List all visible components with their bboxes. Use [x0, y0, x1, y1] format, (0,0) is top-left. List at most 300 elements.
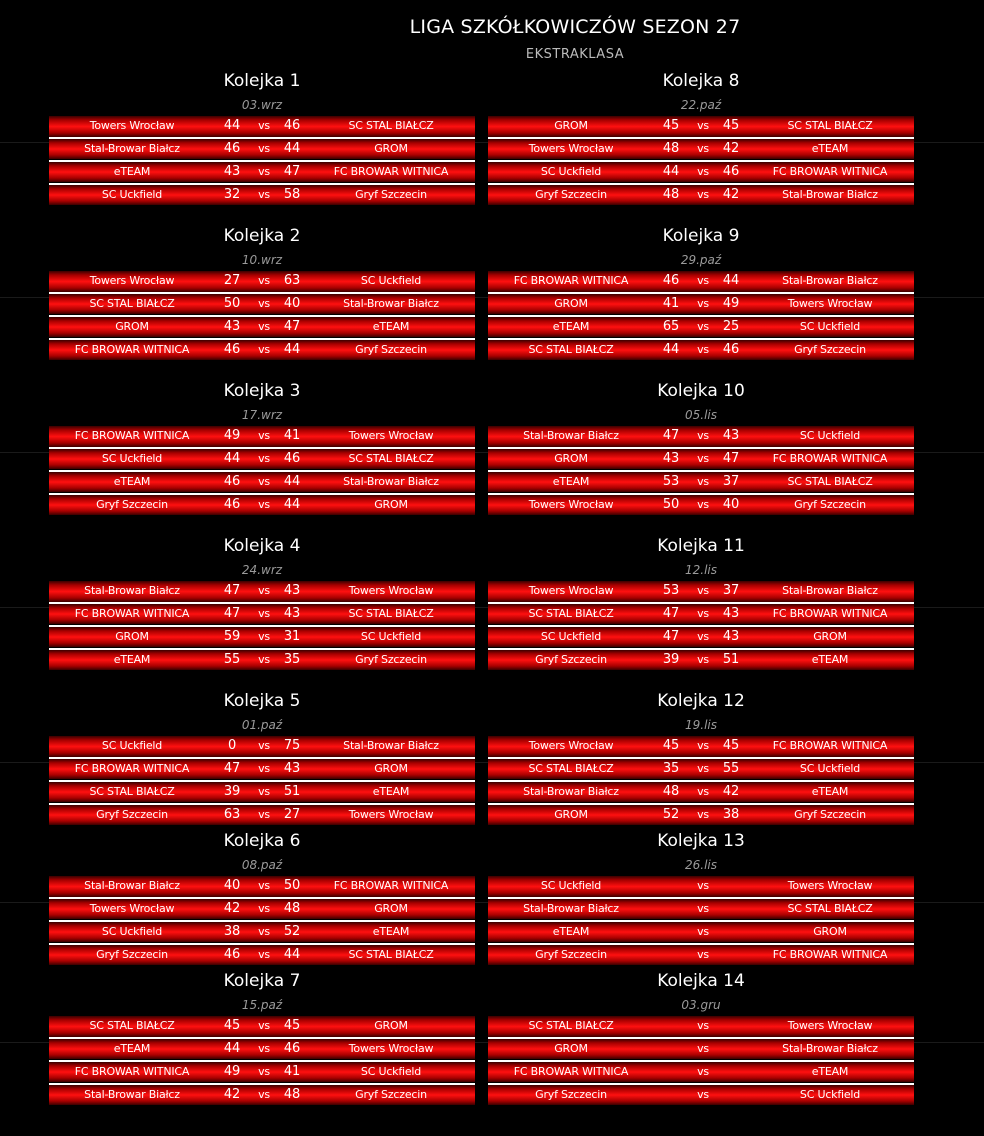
round-title: Kolejka 7 — [223, 971, 301, 991]
away-score: 44 — [283, 140, 301, 156]
home-team: GROM — [554, 1041, 588, 1055]
home-score: 27 — [223, 273, 241, 288]
home-team: SC STAL BIAŁCZ — [89, 1019, 175, 1032]
match-row — [488, 317, 914, 338]
home-team: SC Uckfield — [540, 879, 602, 892]
away-score: 75 — [283, 738, 301, 753]
away-score: 58 — [283, 186, 301, 202]
away-score: 44 — [283, 473, 301, 489]
round-block — [49, 70, 475, 208]
match-row — [49, 1062, 475, 1083]
away-score: 40 — [283, 295, 301, 311]
away-score: 48 — [283, 900, 301, 916]
home-team: FC BROWAR WITNICA — [513, 274, 629, 287]
home-team: FC BROWAR WITNICA — [74, 429, 190, 442]
away-team: eTEAM — [811, 652, 849, 666]
match-row — [488, 1062, 914, 1083]
home-score: 45 — [662, 118, 680, 133]
home-score: 55 — [223, 651, 241, 667]
home-team: eTEAM — [113, 1041, 151, 1055]
vs-label: vs — [697, 164, 709, 178]
match-row — [49, 271, 475, 292]
match-row — [49, 899, 475, 920]
match-row — [488, 185, 914, 206]
round-date: 17.wrz — [241, 408, 283, 422]
home-team: Gryf Szczecin — [96, 947, 168, 961]
vs-label: vs — [258, 1087, 270, 1101]
away-team: SC STAL BIAŁCZ — [787, 474, 873, 488]
home-score: 44 — [662, 341, 680, 357]
home-score: 53 — [662, 583, 680, 598]
away-score: 49 — [722, 295, 740, 311]
home-team: SC Uckfield — [101, 451, 163, 465]
home-team: Gryf Szczecin — [96, 497, 168, 511]
vs-label: vs — [258, 319, 270, 333]
round-block — [49, 830, 475, 968]
away-team: Gryf Szczecin — [355, 1087, 427, 1101]
away-score: 42 — [722, 783, 740, 799]
away-score: 43 — [722, 605, 740, 621]
vs-label: vs — [258, 141, 270, 155]
away-team: GROM — [813, 629, 847, 643]
home-score: 44 — [662, 163, 680, 179]
match-row — [49, 945, 475, 966]
match-row — [488, 627, 914, 648]
away-team: FC BROWAR WITNICA — [333, 164, 449, 178]
round-block — [49, 225, 475, 363]
home-team: SC Uckfield — [101, 924, 163, 938]
match-row — [49, 650, 475, 671]
away-team: Towers Wrocław — [348, 807, 434, 821]
round-title: Kolejka 6 — [223, 831, 301, 851]
home-score: 44 — [223, 118, 241, 133]
home-score: 63 — [223, 806, 241, 822]
match-row — [49, 426, 475, 447]
vs-label: vs — [258, 947, 270, 961]
round-date: 12.lis — [684, 563, 717, 577]
home-score: 42 — [223, 900, 241, 916]
away-score: 42 — [722, 140, 740, 156]
match-row — [49, 162, 475, 183]
home-score: 49 — [223, 1063, 241, 1079]
away-team: eTEAM — [372, 319, 410, 333]
home-team: Stal-Browar Białcz — [523, 429, 619, 442]
away-score: 45 — [722, 118, 740, 133]
vs-label: vs — [258, 1019, 270, 1032]
home-score: 44 — [223, 450, 241, 466]
away-team: SC Uckfield — [799, 319, 861, 333]
round-block — [488, 830, 914, 968]
vs-label: vs — [697, 1064, 709, 1078]
away-team: GROM — [374, 141, 408, 155]
match-row — [488, 426, 914, 447]
away-score: 46 — [722, 163, 740, 179]
home-score: 45 — [662, 738, 680, 753]
home-team: SC STAL BIAŁCZ — [528, 1019, 614, 1032]
away-team: FC BROWAR WITNICA — [333, 879, 449, 892]
home-score: 49 — [223, 428, 241, 443]
round-block — [49, 380, 475, 518]
away-score: 44 — [722, 273, 740, 288]
away-team: FC BROWAR WITNICA — [772, 164, 888, 178]
home-team: SC Uckfield — [101, 739, 163, 752]
match-row — [488, 922, 914, 943]
vs-label: vs — [697, 429, 709, 442]
vs-label: vs — [258, 901, 270, 915]
match-row — [49, 876, 475, 897]
match-row — [488, 472, 914, 493]
home-team: Towers Wrocław — [528, 497, 614, 511]
away-score: 43 — [722, 628, 740, 644]
home-team: SC Uckfield — [101, 187, 163, 201]
away-team: Gryf Szczecin — [355, 187, 427, 201]
match-row — [488, 604, 914, 625]
home-team: GROM — [554, 451, 588, 465]
match-row — [488, 495, 914, 516]
away-team: FC BROWAR WITNICA — [772, 606, 888, 620]
home-team: FC BROWAR WITNICA — [74, 342, 190, 356]
away-team: eTEAM — [372, 784, 410, 798]
round-date: 01.paź — [241, 718, 283, 732]
home-score: 32 — [223, 186, 241, 202]
match-row — [49, 294, 475, 315]
vs-label: vs — [697, 119, 709, 132]
match-row — [488, 1085, 914, 1106]
away-score: 46 — [283, 450, 301, 466]
home-score: 50 — [662, 496, 680, 512]
home-team: Stal-Browar Białcz — [84, 879, 180, 892]
home-team: eTEAM — [113, 652, 151, 666]
match-row — [488, 581, 914, 602]
home-score: 47 — [223, 605, 241, 621]
home-score: 41 — [662, 295, 680, 311]
round-title: Kolejka 8 — [662, 71, 740, 91]
home-team: Gryf Szczecin — [535, 652, 607, 666]
match-row — [488, 294, 914, 315]
away-team: Stal-Browar Białcz — [782, 187, 878, 201]
round-date: 19.lis — [684, 718, 717, 732]
home-team: Towers Wrocław — [528, 141, 614, 155]
away-score: 37 — [722, 473, 740, 489]
vs-label: vs — [697, 274, 709, 287]
round-date: 05.lis — [684, 408, 717, 422]
home-score: 46 — [223, 473, 241, 489]
home-team: SC STAL BIAŁCZ — [89, 784, 175, 798]
round-title: Kolejka 3 — [223, 381, 301, 401]
vs-label: vs — [697, 761, 709, 775]
home-team: FC BROWAR WITNICA — [513, 1064, 629, 1078]
match-row — [49, 922, 475, 943]
vs-label: vs — [258, 584, 270, 597]
away-team: Towers Wrocław — [787, 296, 873, 310]
away-team: Towers Wrocław — [348, 429, 434, 442]
match-row — [49, 495, 475, 516]
match-row — [488, 162, 914, 183]
vs-label: vs — [697, 1019, 709, 1032]
home-team: Towers Wrocław — [89, 119, 175, 132]
home-score: 53 — [662, 473, 680, 489]
away-team: eTEAM — [811, 1064, 849, 1078]
away-team: Stal-Browar Białcz — [343, 739, 439, 752]
round-date: 26.lis — [684, 858, 717, 872]
match-row — [488, 139, 914, 160]
vs-label: vs — [258, 924, 270, 938]
match-row — [488, 759, 914, 780]
home-score: 40 — [223, 878, 241, 893]
away-team: eTEAM — [811, 141, 849, 155]
round-date: 03.wrz — [241, 98, 283, 112]
match-row — [488, 116, 914, 137]
round-title: Kolejka 12 — [657, 691, 745, 711]
away-score: 44 — [283, 946, 301, 962]
match-row — [488, 1039, 914, 1060]
away-team: eTEAM — [811, 784, 849, 798]
home-score: 46 — [223, 341, 241, 357]
vs-label: vs — [258, 497, 270, 511]
home-team: GROM — [115, 629, 149, 643]
match-row — [488, 650, 914, 671]
vs-label: vs — [258, 879, 270, 892]
away-score: 47 — [283, 318, 301, 334]
round-date: 29.paź — [680, 253, 722, 267]
away-score: 46 — [283, 1040, 301, 1056]
home-team: SC STAL BIAŁCZ — [528, 761, 614, 775]
away-team: SC STAL BIAŁCZ — [348, 119, 434, 132]
home-score: 48 — [662, 186, 680, 202]
away-team: SC Uckfield — [799, 761, 861, 775]
home-score: 47 — [223, 583, 241, 598]
away-score: 31 — [283, 628, 301, 644]
away-team: GROM — [374, 761, 408, 775]
away-team: SC STAL BIAŁCZ — [348, 606, 434, 620]
round-date: 03.gru — [681, 998, 721, 1012]
away-team: FC BROWAR WITNICA — [772, 451, 888, 465]
away-team: Towers Wrocław — [348, 584, 434, 597]
home-team: SC STAL BIAŁCZ — [528, 606, 614, 620]
away-score: 43 — [283, 605, 301, 621]
match-row — [49, 185, 475, 206]
home-score: 47 — [662, 428, 680, 443]
home-score: 45 — [223, 1018, 241, 1033]
round-date: 08.paź — [241, 858, 283, 872]
match-row — [488, 736, 914, 757]
away-score: 37 — [722, 583, 740, 598]
match-row — [49, 1039, 475, 1060]
vs-label: vs — [697, 784, 709, 798]
home-team: Stal-Browar Białcz — [523, 901, 619, 915]
away-team: Gryf Szczecin — [794, 497, 866, 511]
away-score: 43 — [283, 760, 301, 776]
vs-label: vs — [258, 784, 270, 798]
away-team: SC STAL BIAŁCZ — [787, 901, 873, 915]
vs-label: vs — [697, 342, 709, 356]
away-score: 25 — [722, 318, 740, 334]
match-row — [49, 782, 475, 803]
round-block — [49, 535, 475, 673]
away-team: GROM — [374, 901, 408, 915]
vs-label: vs — [697, 947, 709, 961]
match-row — [49, 805, 475, 826]
home-score: 0 — [227, 738, 237, 753]
away-team: FC BROWAR WITNICA — [772, 947, 888, 961]
round-block — [488, 690, 914, 828]
away-score: 42 — [722, 186, 740, 202]
away-score: 48 — [283, 1086, 301, 1102]
away-score: 51 — [722, 651, 740, 667]
away-score: 44 — [283, 496, 301, 512]
away-score: 43 — [722, 428, 740, 443]
home-score: 65 — [662, 318, 680, 334]
round-block — [488, 380, 914, 518]
vs-label: vs — [258, 164, 270, 178]
round-block — [488, 535, 914, 673]
away-score: 44 — [283, 341, 301, 357]
away-score: 38 — [722, 806, 740, 822]
away-team: Towers Wrocław — [787, 1019, 873, 1032]
home-score: 47 — [223, 760, 241, 776]
vs-label: vs — [258, 429, 270, 442]
match-row — [488, 340, 914, 361]
home-team: SC STAL BIAŁCZ — [89, 296, 175, 310]
away-score: 45 — [283, 1018, 301, 1033]
match-row — [488, 449, 914, 470]
home-score: 39 — [223, 783, 241, 799]
away-score: 43 — [283, 583, 301, 598]
away-score: 40 — [722, 496, 740, 512]
away-score: 41 — [283, 1063, 301, 1079]
vs-label: vs — [697, 629, 709, 643]
match-row — [49, 627, 475, 648]
away-team: SC Uckfield — [360, 1064, 422, 1078]
home-team: Gryf Szczecin — [535, 1087, 607, 1101]
away-team: SC Uckfield — [360, 274, 422, 287]
vs-label: vs — [258, 629, 270, 643]
home-score: 39 — [662, 651, 680, 667]
home-score: 47 — [662, 605, 680, 621]
away-team: Stal-Browar Białcz — [782, 584, 878, 597]
home-team: FC BROWAR WITNICA — [74, 606, 190, 620]
home-team: SC Uckfield — [540, 629, 602, 643]
match-row — [49, 449, 475, 470]
vs-label: vs — [697, 1087, 709, 1101]
vs-label: vs — [697, 1041, 709, 1055]
home-score: 48 — [662, 783, 680, 799]
away-team: Gryf Szczecin — [794, 807, 866, 821]
away-team: Towers Wrocław — [348, 1041, 434, 1055]
away-team: SC STAL BIAŁCZ — [787, 119, 873, 132]
home-score: 44 — [223, 1040, 241, 1056]
round-title: Kolejka 10 — [657, 381, 745, 401]
vs-label: vs — [258, 187, 270, 201]
vs-label: vs — [697, 141, 709, 155]
away-team: Stal-Browar Białcz — [343, 474, 439, 488]
away-team: GROM — [374, 1019, 408, 1032]
match-row — [488, 805, 914, 826]
match-row — [488, 1016, 914, 1037]
home-score: 48 — [662, 140, 680, 156]
home-team: Stal-Browar Białcz — [523, 784, 619, 798]
away-team: Towers Wrocław — [787, 879, 873, 892]
home-score: 38 — [223, 923, 241, 939]
home-score: 46 — [223, 140, 241, 156]
home-team: FC BROWAR WITNICA — [74, 1064, 190, 1078]
vs-label: vs — [697, 319, 709, 333]
home-team: Gryf Szczecin — [535, 947, 607, 961]
away-team: Gryf Szczecin — [794, 342, 866, 356]
vs-label: vs — [697, 606, 709, 620]
vs-label: vs — [697, 474, 709, 488]
match-row — [49, 1016, 475, 1037]
round-title: Kolejka 1 — [223, 71, 301, 91]
match-row — [49, 1085, 475, 1106]
home-team: GROM — [554, 807, 588, 821]
away-score: 47 — [722, 450, 740, 466]
home-score: 46 — [223, 496, 241, 512]
home-score: 46 — [223, 946, 241, 962]
vs-label: vs — [258, 761, 270, 775]
away-team: GROM — [813, 924, 847, 938]
home-score: 42 — [223, 1086, 241, 1102]
match-row — [49, 139, 475, 160]
round-date: 22.paź — [680, 98, 722, 112]
away-score: 27 — [283, 806, 301, 822]
home-team: Stal-Browar Białcz — [84, 1087, 180, 1101]
home-score: 59 — [223, 628, 241, 644]
home-team: SC STAL BIAŁCZ — [528, 342, 614, 356]
vs-label: vs — [258, 1041, 270, 1055]
away-team: SC Uckfield — [799, 429, 861, 442]
away-team: Stal-Browar Białcz — [343, 296, 439, 310]
vs-label: vs — [697, 652, 709, 666]
match-row — [49, 116, 475, 137]
home-team: SC Uckfield — [540, 164, 602, 178]
vs-label: vs — [697, 739, 709, 752]
match-row — [488, 876, 914, 897]
round-date: 15.paź — [241, 998, 283, 1012]
round-title: Kolejka 11 — [657, 536, 745, 556]
away-score: 55 — [722, 760, 740, 776]
home-team: eTEAM — [552, 474, 590, 488]
match-row — [49, 340, 475, 361]
home-team: eTEAM — [113, 474, 151, 488]
away-team: GROM — [374, 497, 408, 511]
home-score: 43 — [223, 163, 241, 179]
round-title: Kolejka 9 — [662, 226, 740, 246]
vs-label: vs — [697, 497, 709, 511]
away-score: 35 — [283, 651, 301, 667]
away-score: 46 — [283, 118, 301, 133]
home-team: Stal-Browar Białcz — [84, 141, 180, 155]
match-row — [49, 736, 475, 757]
match-row — [49, 759, 475, 780]
round-block — [49, 690, 475, 828]
home-team: GROM — [554, 296, 588, 310]
home-team: Stal-Browar Białcz — [84, 584, 180, 597]
home-score: 47 — [662, 628, 680, 644]
round-date: 24.wrz — [241, 563, 283, 577]
vs-label: vs — [258, 296, 270, 310]
vs-label: vs — [258, 274, 270, 287]
away-score: 51 — [283, 783, 301, 799]
vs-label: vs — [697, 451, 709, 465]
round-block — [488, 970, 914, 1108]
home-score: 46 — [662, 273, 680, 288]
away-team: SC STAL BIAŁCZ — [348, 947, 434, 961]
home-team: Towers Wrocław — [528, 739, 614, 752]
home-team: GROM — [554, 119, 588, 132]
away-score: 47 — [283, 163, 301, 179]
vs-label: vs — [258, 807, 270, 821]
